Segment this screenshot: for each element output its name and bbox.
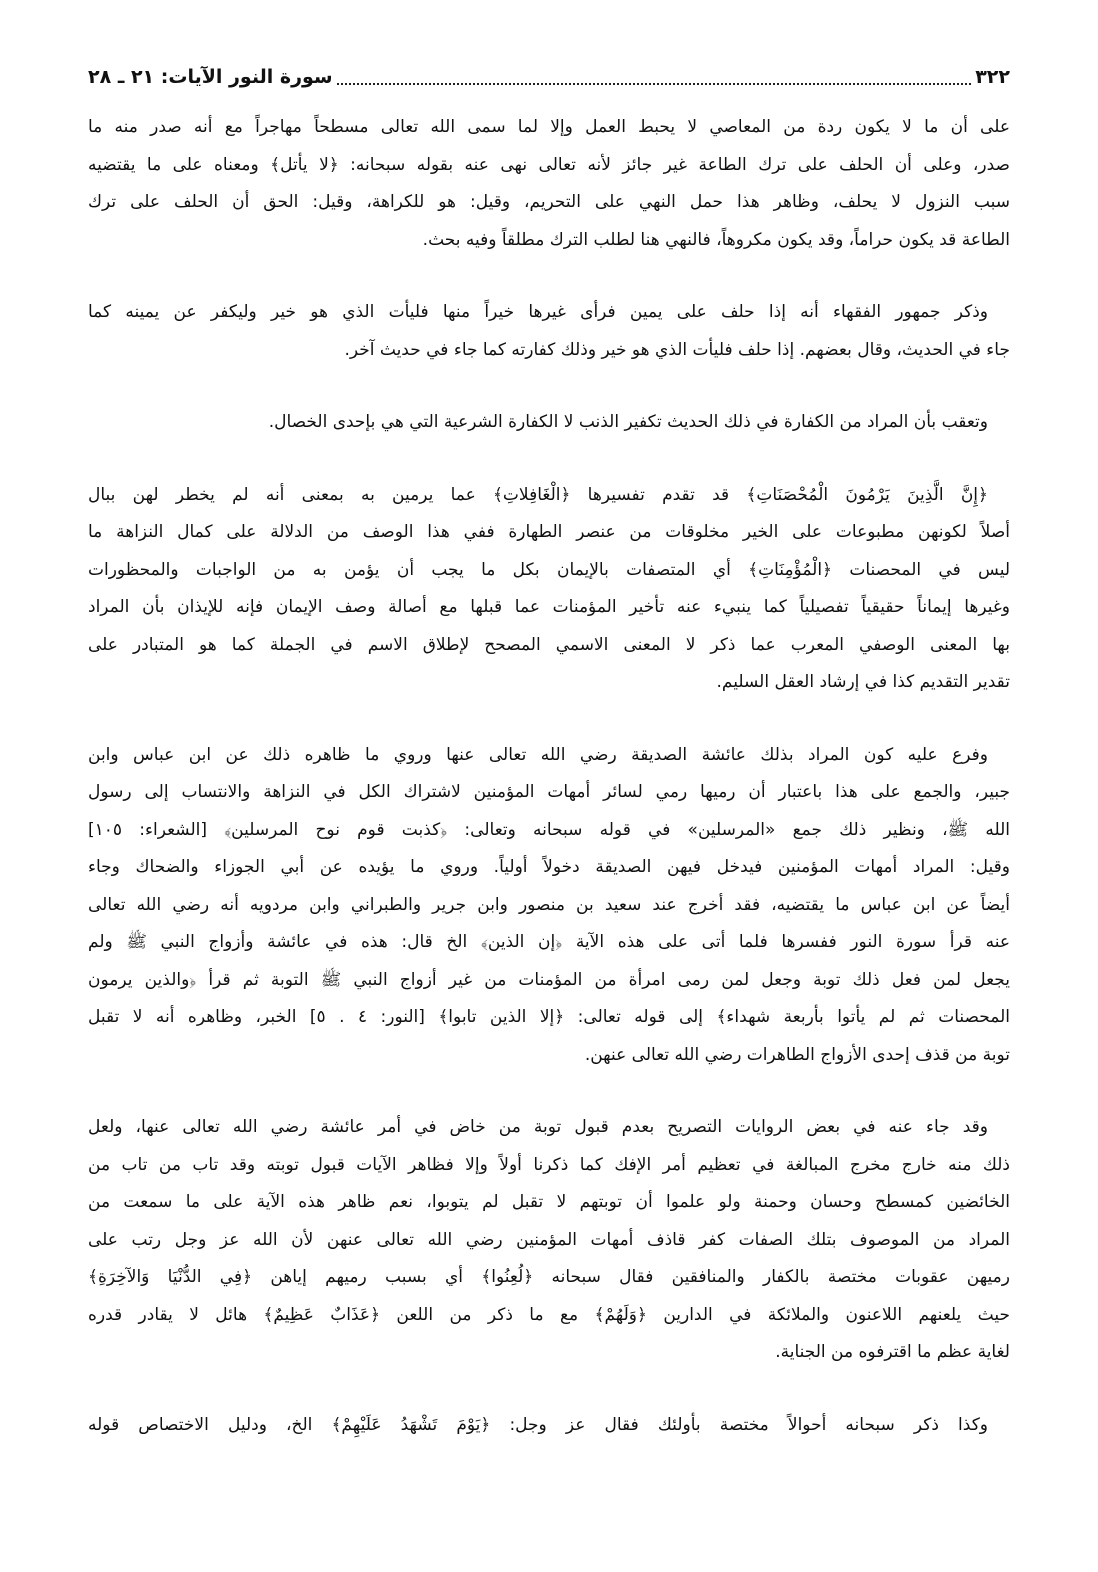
text-line: أصلاً لكونهن مطبوعات على الخير مخلوقات من عنصر الطهارة ففي هذا الوصف من الدلالة على كمال النزاهة ما: [88, 522, 1010, 542]
text-line: وفرع عليه كون المراد بذلك عائشة الصديقة رضي الله تعالى عنها وروي ما ظاهره ذلك عن ابن عباس وابن: [88, 744, 988, 765]
text-line: الطاعة قد يكون حراماً، وقد يكون مكروهاً، فالنهي هنا لطلب الترك مطلقاً وفيه بحث.: [422, 229, 1010, 250]
text-line: على أن ما لا يكون ردة من المعاصي لا يحبط العمل وإلا لما سمى الله تعالى مسطحاً مهاجراً مع أنه صدر منه ما: [88, 117, 1010, 137]
text-line: سبب النزول لا يحلف، وظاهر هذا حمل النهي على التحريم، وقيل: هو للكراهة، وقيل: الحق أن الحلف على ترك: [88, 192, 1010, 212]
paragraph: [88, 294, 1010, 369]
text-line: وتعقب بأن المراد من الكفارة في ذلك الحديث تكفير الذنب لا الكفارة الشرعية التي هي بإحدى الخصال.: [268, 412, 988, 432]
text-line: عنه قرأ سورة النور ففسرها فلما أتى على هذه الآية ﴿إن الذين﴾ الخ قال: هذه في عائشة وأزواج النبي ﷺ ولم: [88, 932, 1010, 952]
text-line: ليس في المحصنات ﴿الْمُؤْمِنَاتِ﴾ أي المتصفات بالإيمان بكل ما يجب أن يؤمن به من الواجبات والمحظورات: [88, 559, 1010, 580]
paragraph: [88, 1109, 1010, 1372]
dotted-leader: [337, 69, 972, 85]
paragraph: [88, 109, 1010, 259]
text-line: جبير، والجمع على هذا باعتبار أن رميها رمي لسائر أمهات المؤمنين لاشتراك الكل في النزاهة والانتساب إلى رسول: [88, 782, 1010, 802]
text-line: جاء في الحديث، وقال بعضهم. إذا حلف فليأت الذي هو خير وذلك كفارته كما جاء في حديث آخر.: [344, 339, 1010, 360]
paragraph: [88, 1407, 1010, 1445]
text-line: بها المعنى الوصفي المعرب عما ذكر لا المعنى الاسمي المصحح لإطلاق الاسم في الجملة كما هو المتبادر على: [88, 634, 1010, 655]
text-line: يجعل لمن فعل ذلك توبة وجعل لمن رمى امرأة من المؤمنات من غير أزواج النبي ﷺ التوبة ثم قرأ ﴿والذين يرمون: [88, 969, 1010, 990]
text-line: المراد من الموصوف بتلك الصفات كفر قاذف أمهات المؤمنين رضي الله تعالى عنهن لأن الله عز وجل رتب على: [88, 1229, 1010, 1250]
text-line: لغاية عظم ما اقترفوه من الجناية.: [775, 1342, 1010, 1362]
paragraph: [88, 404, 1010, 442]
text-line: ﴿إِنَّ الَّذِينَ يَرْمُونَ الْمُحْصَنَاتِ﴾ قد تقدم تفسيرها ﴿الْغَافِلاتِ﴾ عما يرمين به بمعنى أنه لم يخطر لهن ببال: [88, 484, 988, 505]
text-line: وكذا ذكر سبحانه أحوالاً مختصة بأولئك فقال عز وجل: ﴿يَوْمَ تَشْهَدُ عَلَيْهِمْ﴾ الخ، ودليل الاختصاص قوله: [88, 1414, 988, 1435]
running-title: سورة النور الآيات: ٢١ ـ ٢٨: [88, 66, 333, 88]
text-line: تقدير التقديم كذا في إرشاد العقل السليم.: [716, 672, 1010, 692]
running-header: [88, 62, 1010, 92]
text-line: صدر، وعلى أن الحلف على ترك الطاعة غير جائز لأنه تعالى نهى عنه بقوله سبحانه: ﴿لا يأتل﴾ ومعناه على ما يقتضيه: [88, 154, 1010, 175]
text-line: المحصنات ثم لم يأتوا بأربعة شهداء﴾ إلى قوله تعالى: ﴿إلا الذين تابوا﴾ [النور: ٤ . ٥] الخبر، وظاهره أنه لا تقبل: [88, 1007, 1010, 1027]
paragraph: [88, 737, 1010, 1075]
paragraph: [88, 477, 1010, 702]
text-line: وقيل: المراد أمهات المؤمنين فيدخل فيهن الصديقة دخولاً أولياً. وروي ما يؤيده عن أبي الجوزاء والضحاك وجاء: [88, 857, 1010, 877]
text-line: الله ﷺ، ونظير ذلك جمع «المرسلين» في قوله سبحانه وتعالى: ﴿كذبت قوم نوح المرسلين﴾ [الشعراء: ١٠٥]: [88, 819, 1010, 840]
text-line: ذلك منه خارج مخرج المبالغة في تعظيم أمر الإفك كما ذكرنا أولاً وإلا فظاهر الآيات قبول توبته وقد تاب من تاب من: [88, 1154, 1010, 1175]
page-body: [88, 109, 1010, 1444]
text-line: أيضاً عن ابن عباس ما يقتضيه، فقد أخرج عند سعيد بن منصور وابن جرير والطبراني وابن مردويه أنه رضي الله تعالى: [88, 894, 1010, 915]
text-line: وذكر جمهور الفقهاء أنه إذا حلف على يمين فرأى غيرها خيراً منها فليأت الذي هو خير وليكفر عن يمينه كما: [88, 302, 988, 322]
text-line: توبة من قذف إحدى الأزواج الطاهرات رضي الله تعالى عنهن.: [584, 1044, 1010, 1065]
text-line: رميهن عقوبات مختصة بالكفار والمنافقين فقال سبحانه ﴿لُعِنُوا﴾ أي بسبب رميهم إياهن ﴿فِي الدُّنْيَا وَالآخِرَةِ﴾: [88, 1267, 1010, 1287]
page-number: ٣٢٢: [975, 66, 1010, 88]
text-line: الخائضين كمسطح وحسان وحمنة ولو علموا أن توبتهم لا تقبل لم يتوبوا، نعم ظاهر هذه الآية على ما سمعت من: [88, 1192, 1010, 1212]
text-line: وغيرها إيماناً حقيقياً تفصيلياً كما ينبيء عنه تأخير المؤمنات عما قبلها مع أصالة وصف الإيمان فإنه للإيذان بأن المراد: [88, 597, 1010, 617]
text-line: وقد جاء عنه في بعض الروايات التصريح بعدم قبول توبة من خاض في أمر عائشة رضي الله تعالى عنها، ولعل: [88, 1117, 988, 1137]
text-line: حيث يلعنهم اللاعنون والملائكة في الدارين ﴿وَلَهُمْ﴾ مع ما ذكر من اللعن ﴿عَذَابٌ عَظِيمٌ﴾ هائل لا يقادر قدره: [88, 1304, 1010, 1325]
